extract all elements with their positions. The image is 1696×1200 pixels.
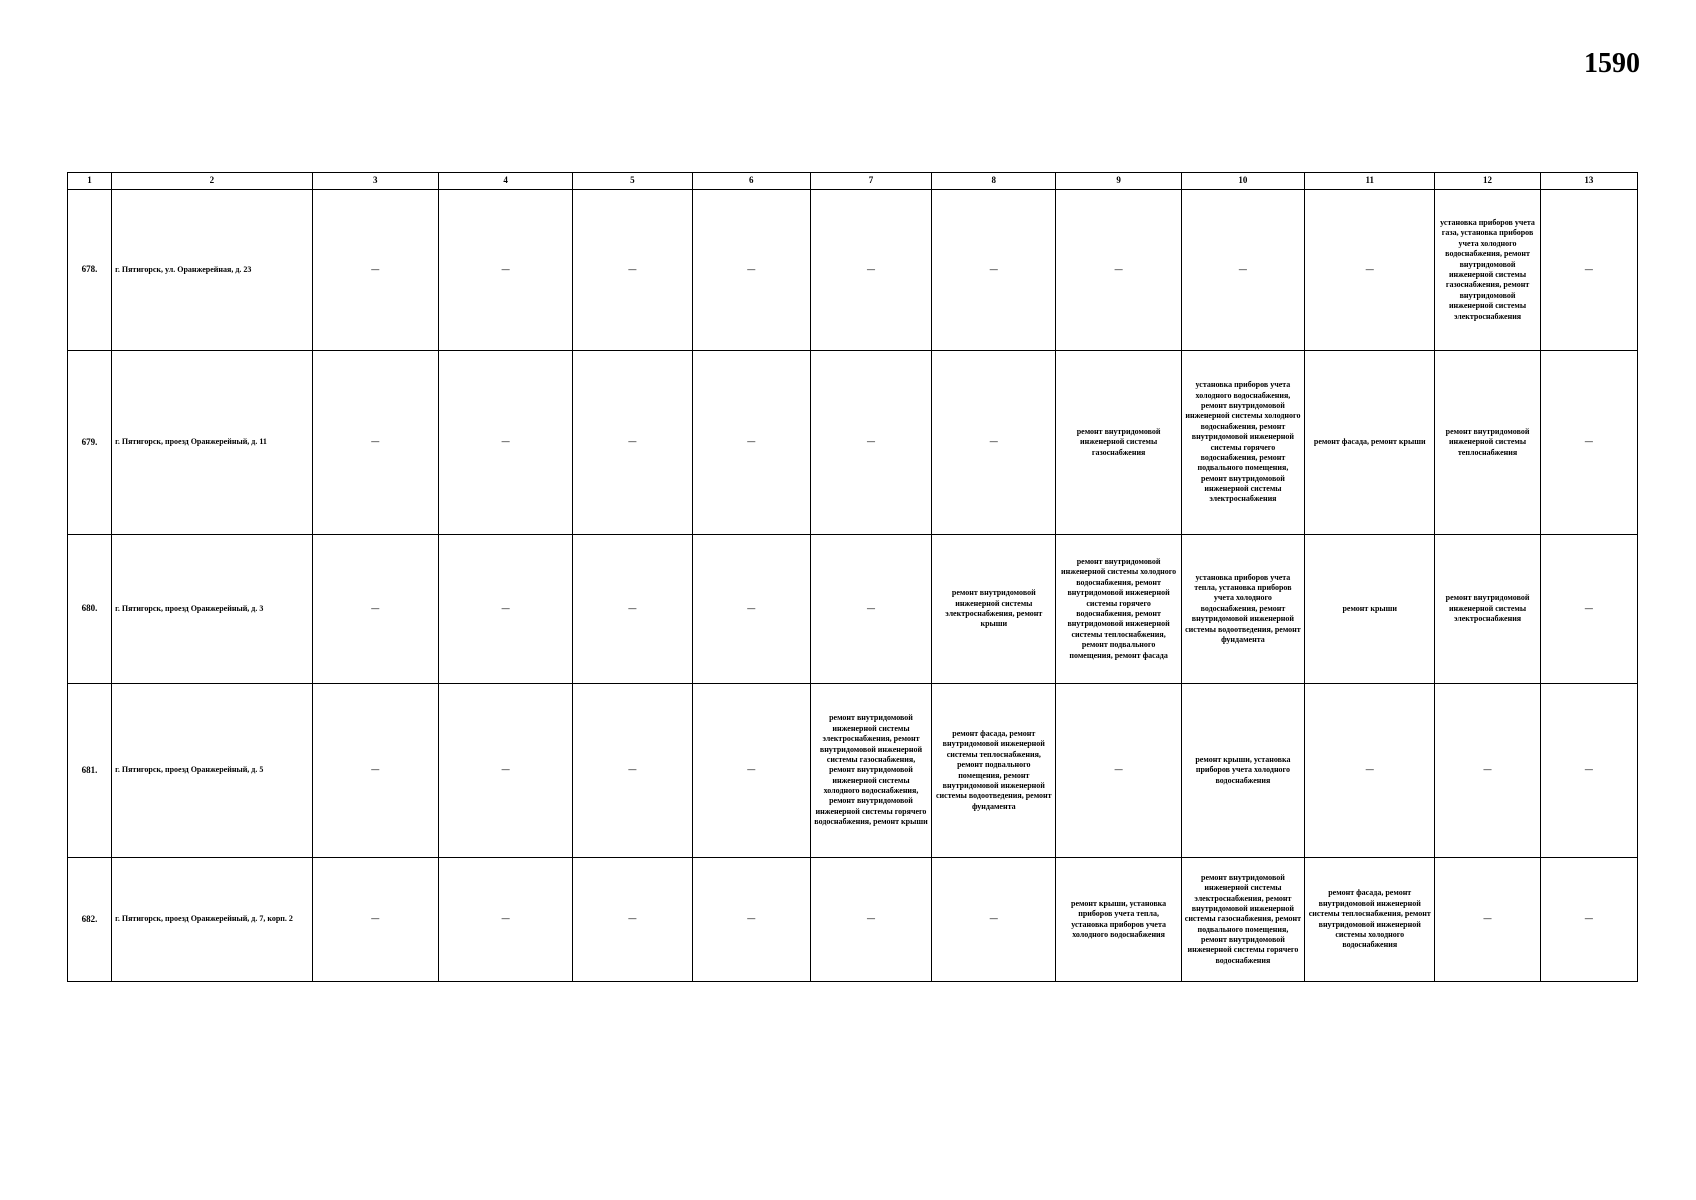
data-cell: —	[1056, 684, 1181, 858]
data-cell: —	[1540, 858, 1637, 982]
data-cell: ремонт внутридомовой инженерной системы электроснабжения, ремонт крыши	[932, 535, 1056, 684]
address-cell: г. Пятигорск, ул. Оранжерейная, д. 23	[112, 190, 313, 351]
data-cell: ремонт внутридомовой инженерной системы электроснабжения, ремонт внутридомовой инженерной системы газоснабжения, ремонт внутридомовой инженерной системы холодного водоснабжения, ремонт внутридомовой инженерной системы горячего водоснабжения, ремонт крыши	[810, 684, 931, 858]
address-cell: г. Пятигорск, проезд Оранжерейный, д. 7, корп. 2	[112, 858, 313, 982]
data-cell: —	[312, 684, 438, 858]
data-cell: ремонт крыши, установка приборов учета холодного водоснабжения	[1181, 684, 1304, 858]
data-cell: —	[692, 535, 810, 684]
column-header: 4	[438, 173, 572, 190]
address-cell: г. Пятигорск, проезд Оранжерейный, д. 3	[112, 535, 313, 684]
row-number: 678.	[68, 190, 112, 351]
data-cell: —	[1056, 190, 1181, 351]
data-cell: ремонт внутридомовой инженерной системы электроснабжения, ремонт внутридомовой инженерной системы газоснабжения, ремонт подвального помещения, ремонт внутридомовой инженерной системы горячего водоснабжения	[1181, 858, 1304, 982]
data-cell: —	[1181, 190, 1304, 351]
data-cell: ремонт внутридомовой инженерной системы теплоснабжения	[1435, 351, 1540, 535]
data-cell: —	[810, 858, 931, 982]
data-cell: ремонт крыши	[1305, 535, 1435, 684]
data-cell: —	[312, 858, 438, 982]
column-header: 3	[312, 173, 438, 190]
data-cell: —	[932, 190, 1056, 351]
data-cell: —	[573, 190, 692, 351]
data-cell: —	[573, 858, 692, 982]
row-number: 681.	[68, 684, 112, 858]
data-cell: ремонт фасада, ремонт внутридомовой инженерной системы теплоснабжения, ремонт внутридомовой инженерной системы холодного водоснабжения	[1305, 858, 1435, 982]
data-cell: установка приборов учета холодного водоснабжения, ремонт внутридомовой инженерной системы холодного водоснабжения, ремонт внутридомовой инженерной системы горячего водоснабжения, ремонт подвального помещения, ремонт внутридомовой инженерной системы электроснабжения	[1181, 351, 1304, 535]
data-cell: —	[573, 351, 692, 535]
data-cell: —	[1540, 684, 1637, 858]
data-cell: установка приборов учета газа, установка приборов учета холодного водоснабжения, ремонт внутридомовой инженерной системы газоснабжения, ремонт внутридомовой инженерной системы электроснабжения	[1435, 190, 1540, 351]
table-row	[68, 684, 1638, 858]
data-cell: —	[1435, 684, 1540, 858]
data-cell: —	[692, 351, 810, 535]
table-row	[68, 858, 1638, 982]
data-cell: —	[438, 535, 572, 684]
data-cell: —	[573, 535, 692, 684]
column-header: 7	[810, 173, 931, 190]
table-row	[68, 190, 1638, 351]
data-cell: —	[932, 351, 1056, 535]
column-header: 5	[573, 173, 692, 190]
table-row	[68, 535, 1638, 684]
data-cell: ремонт внутридомовой инженерной системы электроснабжения	[1435, 535, 1540, 684]
row-number: 682.	[68, 858, 112, 982]
data-cell: установка приборов учета тепла, установка приборов учета холодного водоснабжения, ремонт внутридомовой инженерной системы водоотведения, ремонт фундамента	[1181, 535, 1304, 684]
column-header: 9	[1056, 173, 1181, 190]
column-header: 11	[1305, 173, 1435, 190]
repair-register-table	[67, 172, 1638, 982]
data-cell: —	[312, 535, 438, 684]
data-cell: —	[1540, 190, 1637, 351]
data-cell: —	[312, 190, 438, 351]
data-cell: —	[438, 190, 572, 351]
data-cell: —	[692, 858, 810, 982]
data-cell: —	[1540, 535, 1637, 684]
column-header: 1	[68, 173, 112, 190]
data-cell: ремонт внутридомовой инженерной системы газоснабжения	[1056, 351, 1181, 535]
column-header: 10	[1181, 173, 1304, 190]
data-cell: —	[1305, 684, 1435, 858]
column-header: 8	[932, 173, 1056, 190]
data-cell: —	[1540, 351, 1637, 535]
data-cell: —	[692, 684, 810, 858]
data-cell: ремонт внутридомовой инженерной системы холодного водоснабжения, ремонт внутридомовой инженерной системы горячего водоснабжения, ремонт внутридомовой инженерной системы теплоснабжения, ремонт подвального помещения, ремонт фасада	[1056, 535, 1181, 684]
address-cell: г. Пятигорск, проезд Оранжерейный, д. 5	[112, 684, 313, 858]
data-cell: —	[312, 351, 438, 535]
column-number-row	[68, 173, 1638, 190]
address-cell: г. Пятигорск, проезд Оранжерейный, д. 11	[112, 351, 313, 535]
data-cell: ремонт крыши, установка приборов учета тепла, установка приборов учета холодного водоснабжения	[1056, 858, 1181, 982]
data-cell: —	[810, 190, 931, 351]
data-cell: —	[692, 190, 810, 351]
row-number: 679.	[68, 351, 112, 535]
column-header: 2	[112, 173, 313, 190]
column-header: 12	[1435, 173, 1540, 190]
data-cell: —	[438, 351, 572, 535]
data-cell: —	[438, 858, 572, 982]
data-cell: —	[1305, 190, 1435, 351]
row-number: 680.	[68, 535, 112, 684]
column-header: 6	[692, 173, 810, 190]
data-cell: —	[810, 535, 931, 684]
data-cell: ремонт фасада, ремонт крыши	[1305, 351, 1435, 535]
data-cell: —	[932, 858, 1056, 982]
page-number: 1590	[1584, 48, 1640, 79]
data-cell: —	[438, 684, 572, 858]
table-row	[68, 351, 1638, 535]
data-cell: —	[810, 351, 931, 535]
data-cell: —	[1435, 858, 1540, 982]
column-header: 13	[1540, 173, 1637, 190]
data-cell: —	[573, 684, 692, 858]
data-cell: ремонт фасада, ремонт внутридомовой инженерной системы теплоснабжения, ремонт подвального помещения, ремонт внутридомовой инженерной системы водоотведения, ремонт фундамента	[932, 684, 1056, 858]
